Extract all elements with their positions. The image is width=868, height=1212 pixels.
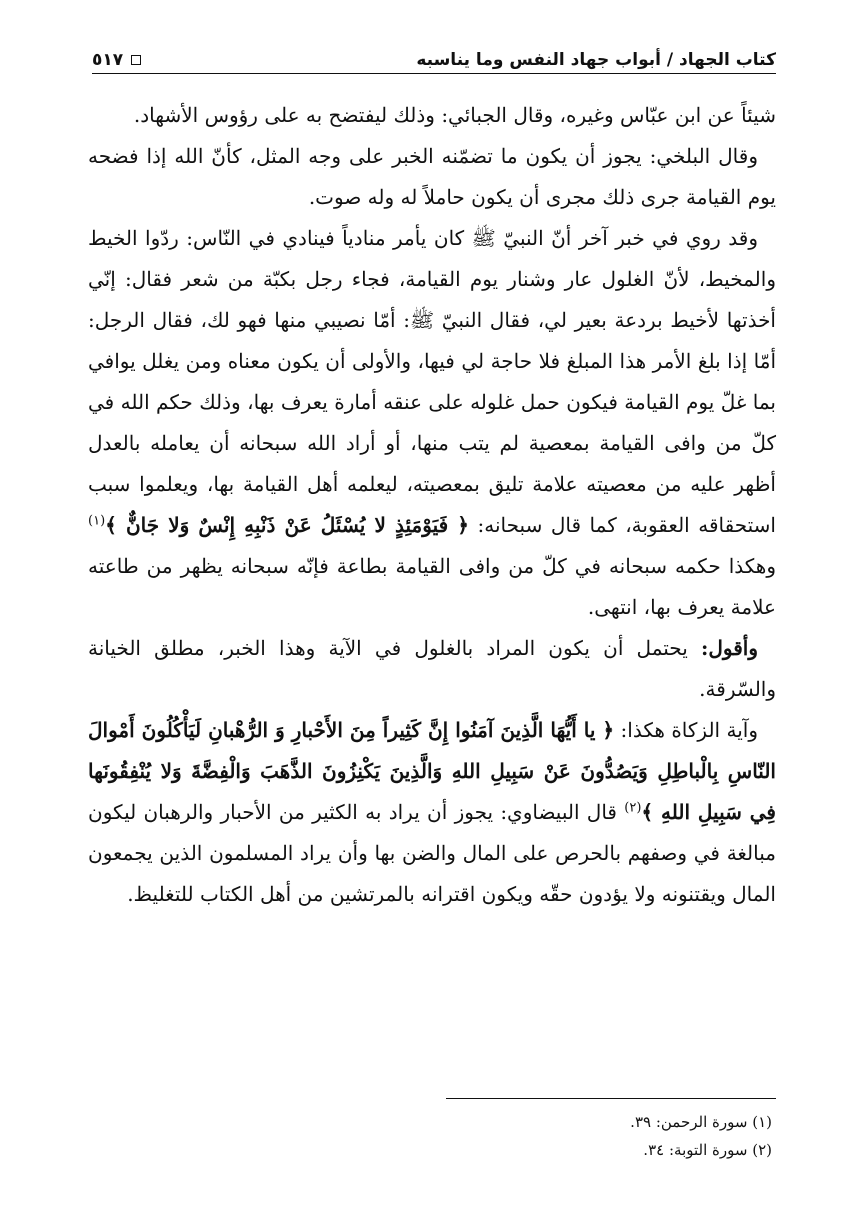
page-number: ٥١٧: [92, 50, 124, 70]
footnote-divider: [446, 1098, 776, 1099]
header-page-marker: [92, 50, 141, 70]
body-text: [88, 95, 776, 915]
footnotes: [92, 1108, 772, 1164]
footnote-reference: (٢): [624, 800, 642, 816]
paragraph-text: يحتمل أن يكون المراد بالغلول في الآية وهذا الخبر، مطلق الخيانة والسّرقة.: [88, 636, 776, 701]
paragraph: [88, 218, 776, 628]
paragraph: [88, 136, 776, 218]
square-ornament-icon: [131, 55, 141, 65]
quran-verse: ﴿ فَيَوْمَئِذٍ لا يُسْئَلُ عَنْ ذَنْبِهِ إِنْسٌ وَلا جَانٌّ ﴾: [105, 513, 469, 537]
footnote: (١) سورة الرحمن: ٣٩.: [630, 1113, 772, 1131]
quran-verse: ﴿ يا أَيُّهَا الَّذِينَ آمَنُوا إِنَّ كَثِيراً مِنَ الأَحْبارِ وَ الرُّهْبانِ لَيَأْكُلُونَ أَمْوالَ النّاسِ بِالْباطِلِ وَيَصُدُّونَ عَنْ سَبِيلِ اللهِ وَالَّذِينَ يَكْنِزُونَ الذَّهَبَ وَالْفِضَّةَ وَلا يُنْفِقُونَها فِي سَبِيلِ اللهِ ﴾: [88, 718, 776, 824]
paragraph-text: وقال البلخي: يجوز أن يكون ما تضمّنه الخبر على وجه المثل، كأنّ الله إذا فضحه يوم القيامة جرى ذلك مجرى أن يكون حاملاً له وله صوت.: [88, 144, 776, 209]
footnote-reference: (١): [88, 513, 106, 529]
paragraph: [88, 710, 776, 915]
paragraph-text: قال البيضاوي: يجوز أن يراد به الكثير من الأحبار والرهبان ليكون مبالغة في وصفهم بالحرص على المال والضن بها وأن يراد المسلمون الذين يجمعون المال ويقتنونه ولا يؤدون حقّه ويكون اقترانه بالمرتشين من أهل الكتاب للتغليظ.: [88, 800, 776, 906]
header-divider: [92, 73, 776, 74]
paragraph: [88, 628, 776, 710]
paragraph-text: وهكذا حكمه سبحانه في كلّ من وافى القيامة بطاعة فإنّه سبحانه يظهر من طاعته علامة يعرف بها، انتهى.: [88, 554, 776, 619]
paragraph-text: وآية الزكاة هكذا:: [614, 718, 758, 742]
paragraph-text: شيئاً عن ابن عبّاس وغيره، وقال الجبائي: وذلك ليفتضح به على رؤوس الأشهاد.: [133, 103, 776, 127]
footnote: (٢) سورة التوبة: ٣٤.: [643, 1141, 772, 1159]
paragraph-text: وقد روي في خبر آخر أنّ النبيّ ﷺ كان يأمر منادياً فينادي في النّاس: ردّوا الخيط والمخيط، لأنّ الغلول عار وشنار يوم القيامة، فجاء رجل بكبّة من شعر فقال: إنّي أخذتها لأخيط بردعة بعير لي، فقال النبيّ ﷺ: أمّا نصيبي منها فهو لك، فقال الرجل: أمّا إذا بلغ الأمر هذا المبلغ فلا حاجة لي فيها، والأولى أن يكون معناه ومن يغلل يوافي بما غلّ يوم القيامة فيكون حمل غلوله على عنقه أمارة يعرف بها، وذلك حكم الله في كلّ من وافى القيامة بمعصية لم يتب منها، أو أراد الله سبحانه أن يعامله بالعدل أظهر عليه من معصيته علامة تليق بمعصيته، ليعلمه أهل القيامة بها، ويعلموا سبب استحقاقه العقوبة، كما قال سبحانه:: [88, 226, 776, 537]
header-title: كتاب الجهاد / أبواب جهاد النفس وما يناسبه: [416, 50, 776, 70]
running-header: [92, 34, 776, 70]
paragraph: [88, 95, 776, 136]
emphasis-text: وأقول:: [700, 636, 758, 660]
